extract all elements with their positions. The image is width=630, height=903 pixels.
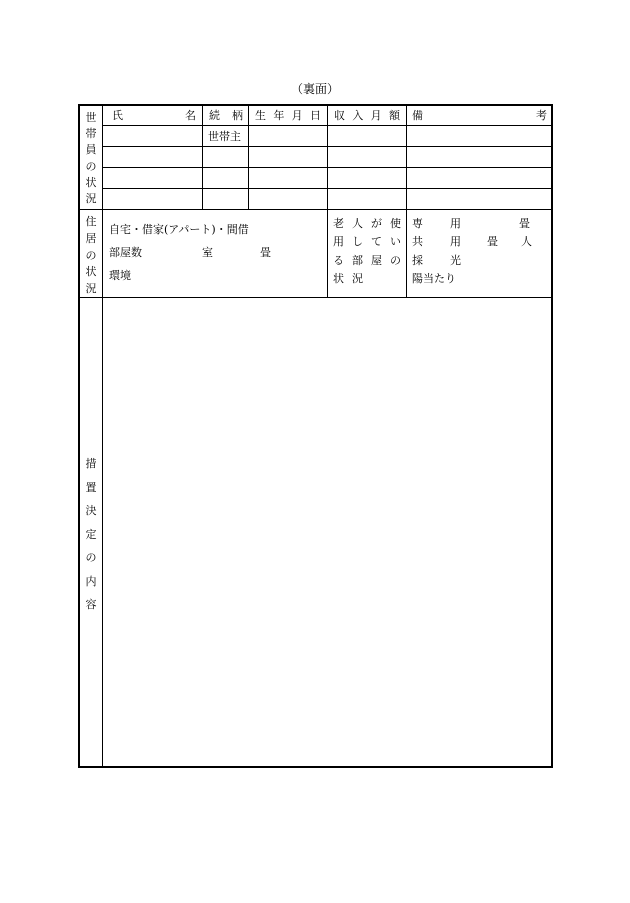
environment-label: 環境 xyxy=(109,269,131,282)
household-row-line xyxy=(102,167,553,168)
relation-birth-divider xyxy=(248,106,249,210)
income-remarks-divider xyxy=(406,106,407,298)
household-section-label: 世 帯 員 の 状 況 xyxy=(85,111,97,205)
column-header-relation: 続 柄 xyxy=(209,109,243,122)
household-row-line xyxy=(102,188,553,189)
residence-type-line: 自宅・借家(アパート)・間借 xyxy=(109,223,249,236)
elder-room-label-line: 状 況 xyxy=(333,272,363,285)
column-header-name: 氏 名 xyxy=(112,109,196,122)
residence-section-label: 住 居 の 状 況 xyxy=(85,215,97,295)
household-header-line xyxy=(102,125,553,126)
elder-room-label-line: 用 し て い xyxy=(333,235,401,248)
name-relation-divider xyxy=(202,106,203,210)
measures-content-area[interactable] xyxy=(103,298,553,766)
elder-room-label-line: る 部 屋 の xyxy=(333,254,401,267)
form-frame: 世 帯 員 の 状 況 氏 名 続 柄 生 年 月 日 収 入 月 額 備 考 世帯主 住 居 の 状 況 自宅・借家(アパート)・間借 部屋数 室 畳 環境 老 人 が 使 用 し て い る 部 屋 の 状 況 専 用 畳 共 用 畳 人 採 光 陽当たり 措 置 決 定 の 内 容 xyxy=(78,104,553,768)
mats-unit: 畳 xyxy=(260,246,271,259)
measures-section-label: 措 置 決 定 の 内 容 xyxy=(85,457,97,611)
sunlight-line: 陽当たり xyxy=(412,272,456,285)
page-heading: （裏面） xyxy=(290,82,339,96)
head-of-household-label: 世帯主 xyxy=(208,130,241,143)
column-header-remarks: 備 考 xyxy=(412,109,547,122)
rooms-label: 部屋数 xyxy=(109,246,142,259)
column-header-birthdate: 生 年 月 日 xyxy=(255,109,321,122)
rooms-unit: 室 xyxy=(202,246,213,259)
birth-income-divider xyxy=(327,106,328,298)
elder-room-label-line: 老 人 が 使 xyxy=(333,217,401,230)
column-header-income: 収 入 月 額 xyxy=(334,109,400,122)
household-section-end xyxy=(80,209,553,210)
household-row-line xyxy=(102,146,553,147)
